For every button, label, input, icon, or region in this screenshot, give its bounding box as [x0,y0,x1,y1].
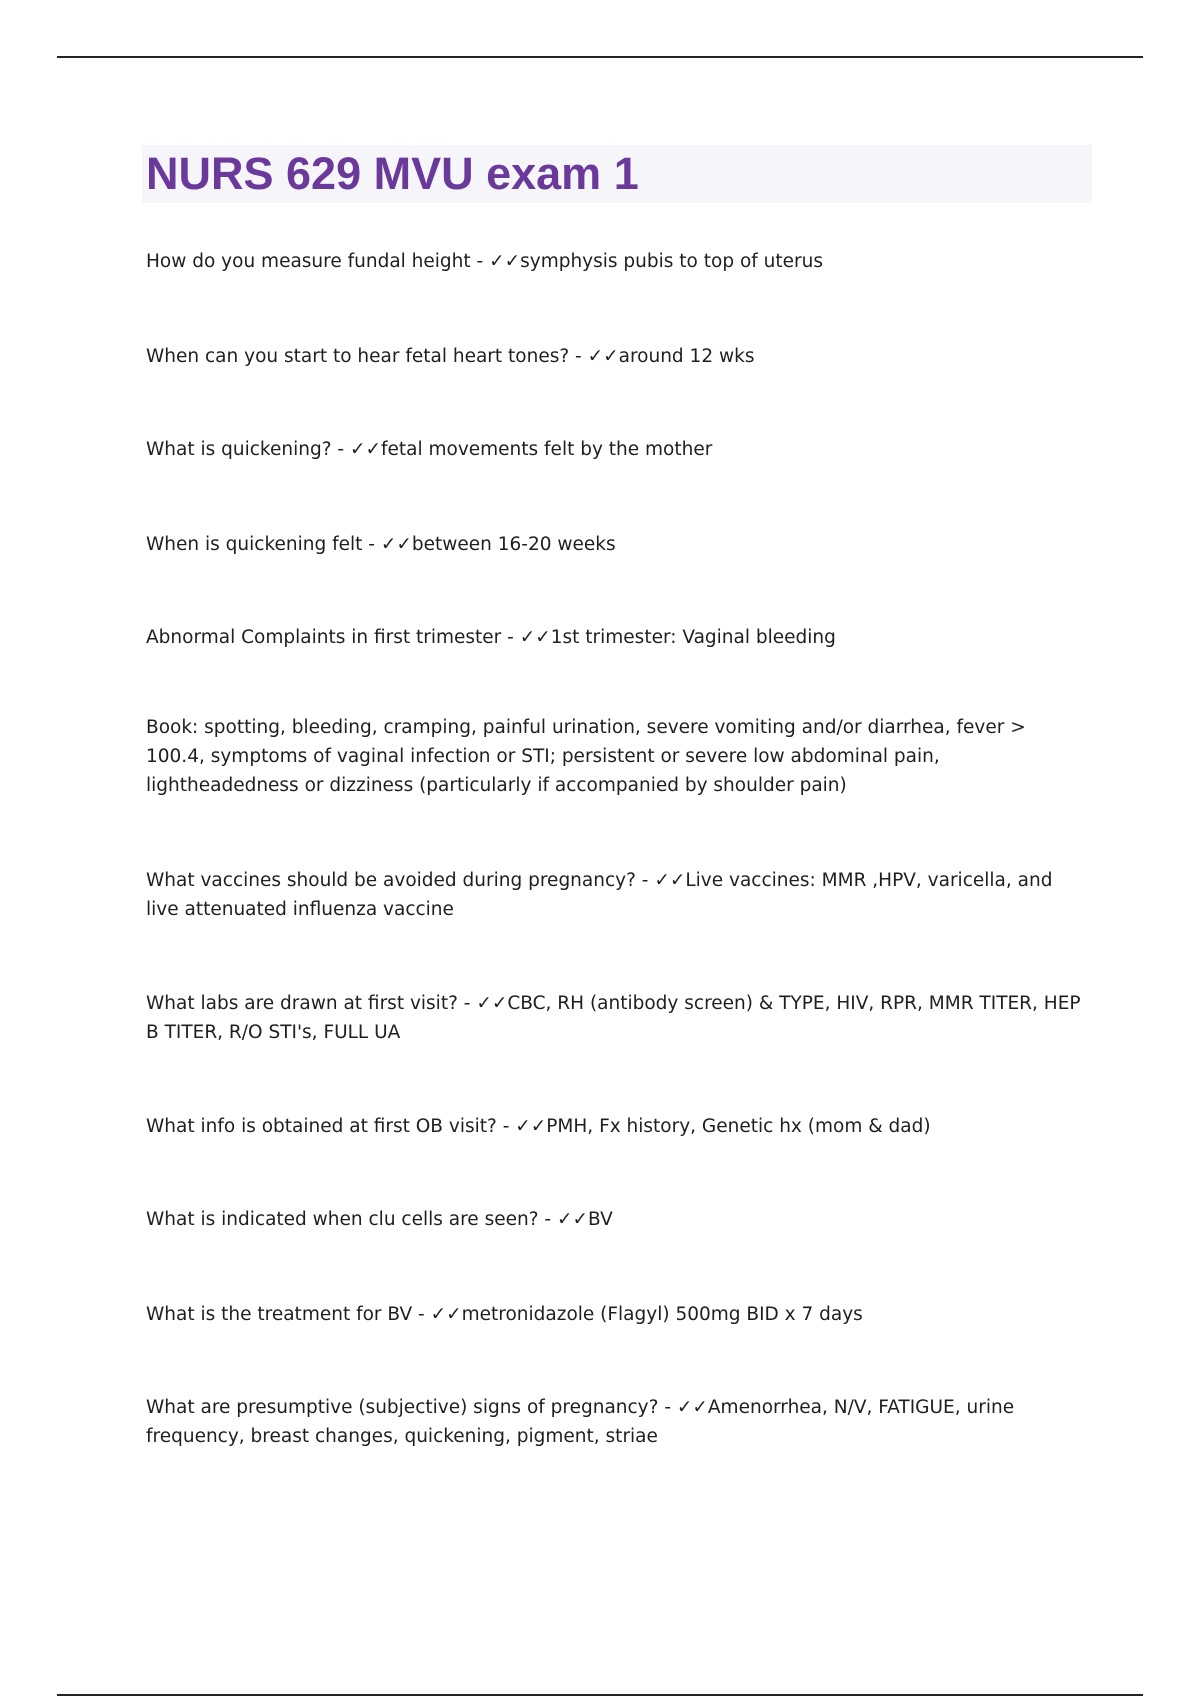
answer-text: 1st trimester: Vaginal bleeding [550,627,836,648]
document-title: NURS 629 MVU exam 1 [146,148,639,199]
check-icon: ✓✓ [519,627,551,648]
check-icon: ✓✓ [349,439,381,460]
answer-text: symphysis pubis to top of uterus [520,251,823,272]
answer-text: around 12 wks [618,346,755,367]
check-icon: ✓✓ [556,1209,588,1230]
check-icon: ✓✓ [476,993,508,1014]
check-icon: ✓✓ [489,251,521,272]
answer-text: Amenorrhea, N/V, FATIGUE, urine frequency, breast changes, quickening, pigment, striae [146,1397,1015,1447]
question-text: What is the treatment for BV - [146,1304,431,1325]
question-text: What labs are drawn at first visit? - [146,993,477,1014]
qa-entry [146,342,1081,371]
question-text: How do you measure fundal height - [146,251,490,272]
check-icon: ✓✓ [676,1397,708,1418]
qa-entry [146,247,1081,276]
check-icon: ✓✓ [430,1304,462,1325]
question-text: When is quickening felt - [146,534,381,555]
question-text: What is quickening? - [146,439,350,460]
question-text: Abnormal Complaints in first trimester - [146,627,520,648]
check-icon: ✓✓ [515,1116,547,1137]
question-text: What info is obtained at first OB visit? - [146,1116,516,1137]
note-paragraph: Book: spotting, bleeding, cramping, painful urination, severe vomiting and/or diarrhea, fever > 100.4, symptoms of vaginal infection or STI; persistent or severe low abdominal pain, lightheadedness or dizziness (particularly if accompanied by shoulder pain) [146,717,1026,796]
check-icon: ✓✓ [654,870,686,891]
check-icon: ✓✓ [587,346,619,367]
qa-entry [146,1205,1081,1234]
answer-text: between 16-20 weeks [411,534,616,555]
check-icon: ✓✓ [380,534,412,555]
qa-entry [146,435,1081,464]
answer-text: metronidazole (Flagyl) 500mg BID x 7 days [461,1304,863,1325]
answer-text: PMH, Fx history, Genetic hx (mom & dad) [546,1116,931,1137]
qa-entry [146,989,1081,1047]
answer-text: BV [587,1209,613,1230]
qa-entry [146,530,1081,559]
qa-entry [146,866,1081,924]
answer-text: CBC, RH (antibody screen) & TYPE, HIV, RPR, MMR TITER, HEP B TITER, R/O STI's, FULL UA [146,993,1081,1043]
bottom-rule [57,1694,1143,1696]
answer-text: Live vaccines: MMR ,HPV, varicella, and live attenuated influenza vaccine [146,870,1053,920]
qa-entry [146,1112,1081,1141]
qa-entry [146,1393,1081,1451]
qa-entry [146,1300,1081,1329]
question-text: What vaccines should be avoided during pregnancy? - [146,870,655,891]
question-text: When can you start to hear fetal heart tones? - [146,346,588,367]
qa-entry [146,623,1081,652]
question-text: What is indicated when clu cells are seen? - [146,1209,557,1230]
answer-text: fetal movements felt by the mother [380,439,713,460]
question-text: What are presumptive (subjective) signs of pregnancy? - [146,1397,677,1418]
top-rule [57,56,1143,58]
